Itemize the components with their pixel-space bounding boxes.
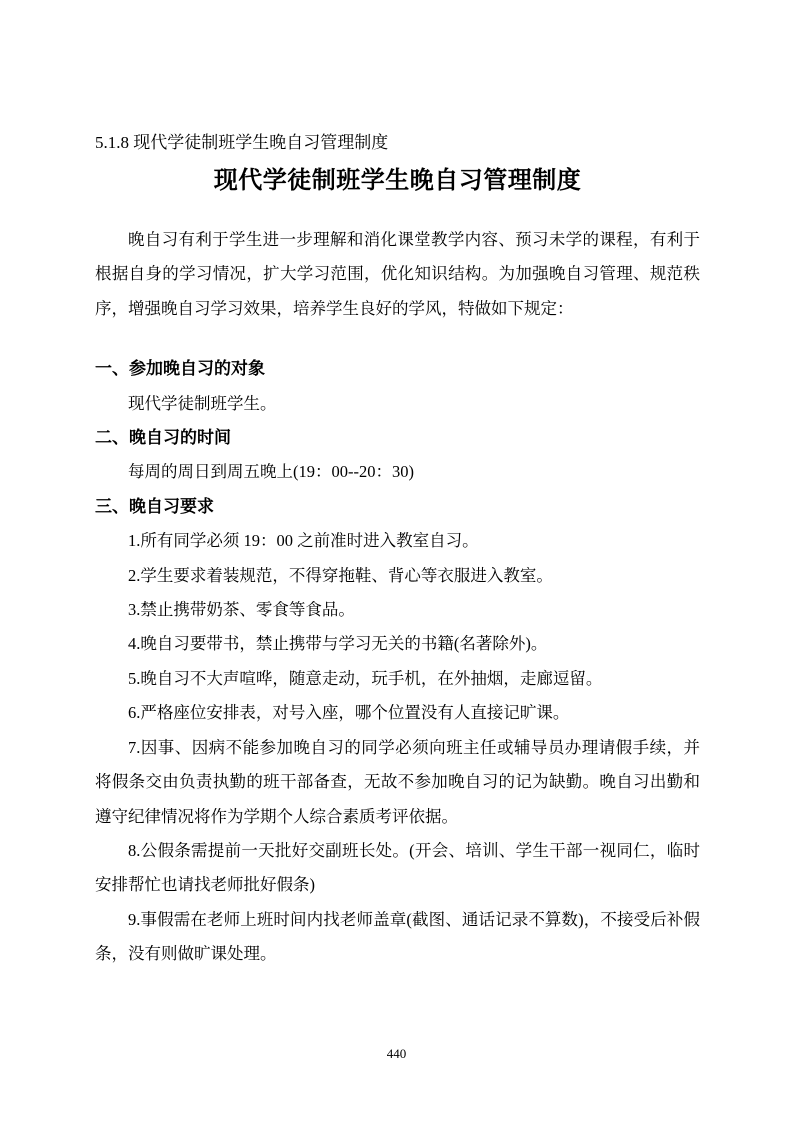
rule-item-7: 7.因事、因病不能参加晚自习的同学必须向班主任或辅导员办理请假手续，并将假条交由负责执勤的班干部备查，无故不参加晚自习的记为缺勤。晚自习出勤和遵守纪律情况将作为学期个人综合素质考评依据。 (95, 737, 700, 826)
rule-item-3: 3.禁止携带奶茶、零食等食品。 (128, 600, 355, 620)
rule-item-6: 6.严格座位安排表，对号入座，哪个位置没有人直接记旷课。 (128, 703, 570, 723)
rule-item-5: 5.晚自习不大声喧哗，随意走动，玩手机，在外抽烟，走廊逗留。 (128, 668, 603, 688)
rule-item-9: 9.事假需在老师上班时间内找老师盖章(截图、通话记录不算数)，不接受后补假条，没有则做旷课处理。 (95, 909, 700, 964)
intro-paragraph: 晚自习有利于学生进一步理解和消化课堂教学内容、预习未学的课程，有利于根据自身的学习情况，扩大学习范围，优化知识结构。为加强晚自习管理、规范秩序，增强晚自习学习效果，培养学生良好的学风，特做如下规定： (95, 230, 700, 318)
document-title: 现代学徒制班学生晚自习管理制度 (213, 167, 582, 194)
document-content (95, 0, 700, 972)
rule-item-1: 1.所有同学必须 19：00 之前准时进入教室自习。 (128, 531, 479, 551)
section-heading-1: 一、参加晚自习的对象 (95, 359, 265, 379)
rule-item-8: 8.公假条需提前一天批好交副班长处。(开会、培训、学生干部一视同仁，临时安排帮忙也请找老师批好假条) (95, 840, 700, 895)
rule-item-4: 4.晚自习要带书，禁止携带与学习无关的书籍(名著除外)。 (128, 634, 548, 654)
page-number: 440 (386, 1046, 407, 1061)
section-1-paragraph: 现代学徒制班学生。 (128, 393, 277, 413)
rule-item-2: 2.学生要求着装规范，不得穿拖鞋、背心等衣服进入教室。 (128, 565, 553, 585)
subsection-heading: 5.1.8 现代学徒制班学生晚自习管理制度 (95, 133, 389, 152)
section-heading-3: 三、晚自习要求 (95, 496, 214, 516)
section-heading-2: 二、晚自习的时间 (95, 428, 231, 448)
section-2-paragraph: 每周的周日到周五晚上(19：00--20：30) (128, 462, 414, 482)
